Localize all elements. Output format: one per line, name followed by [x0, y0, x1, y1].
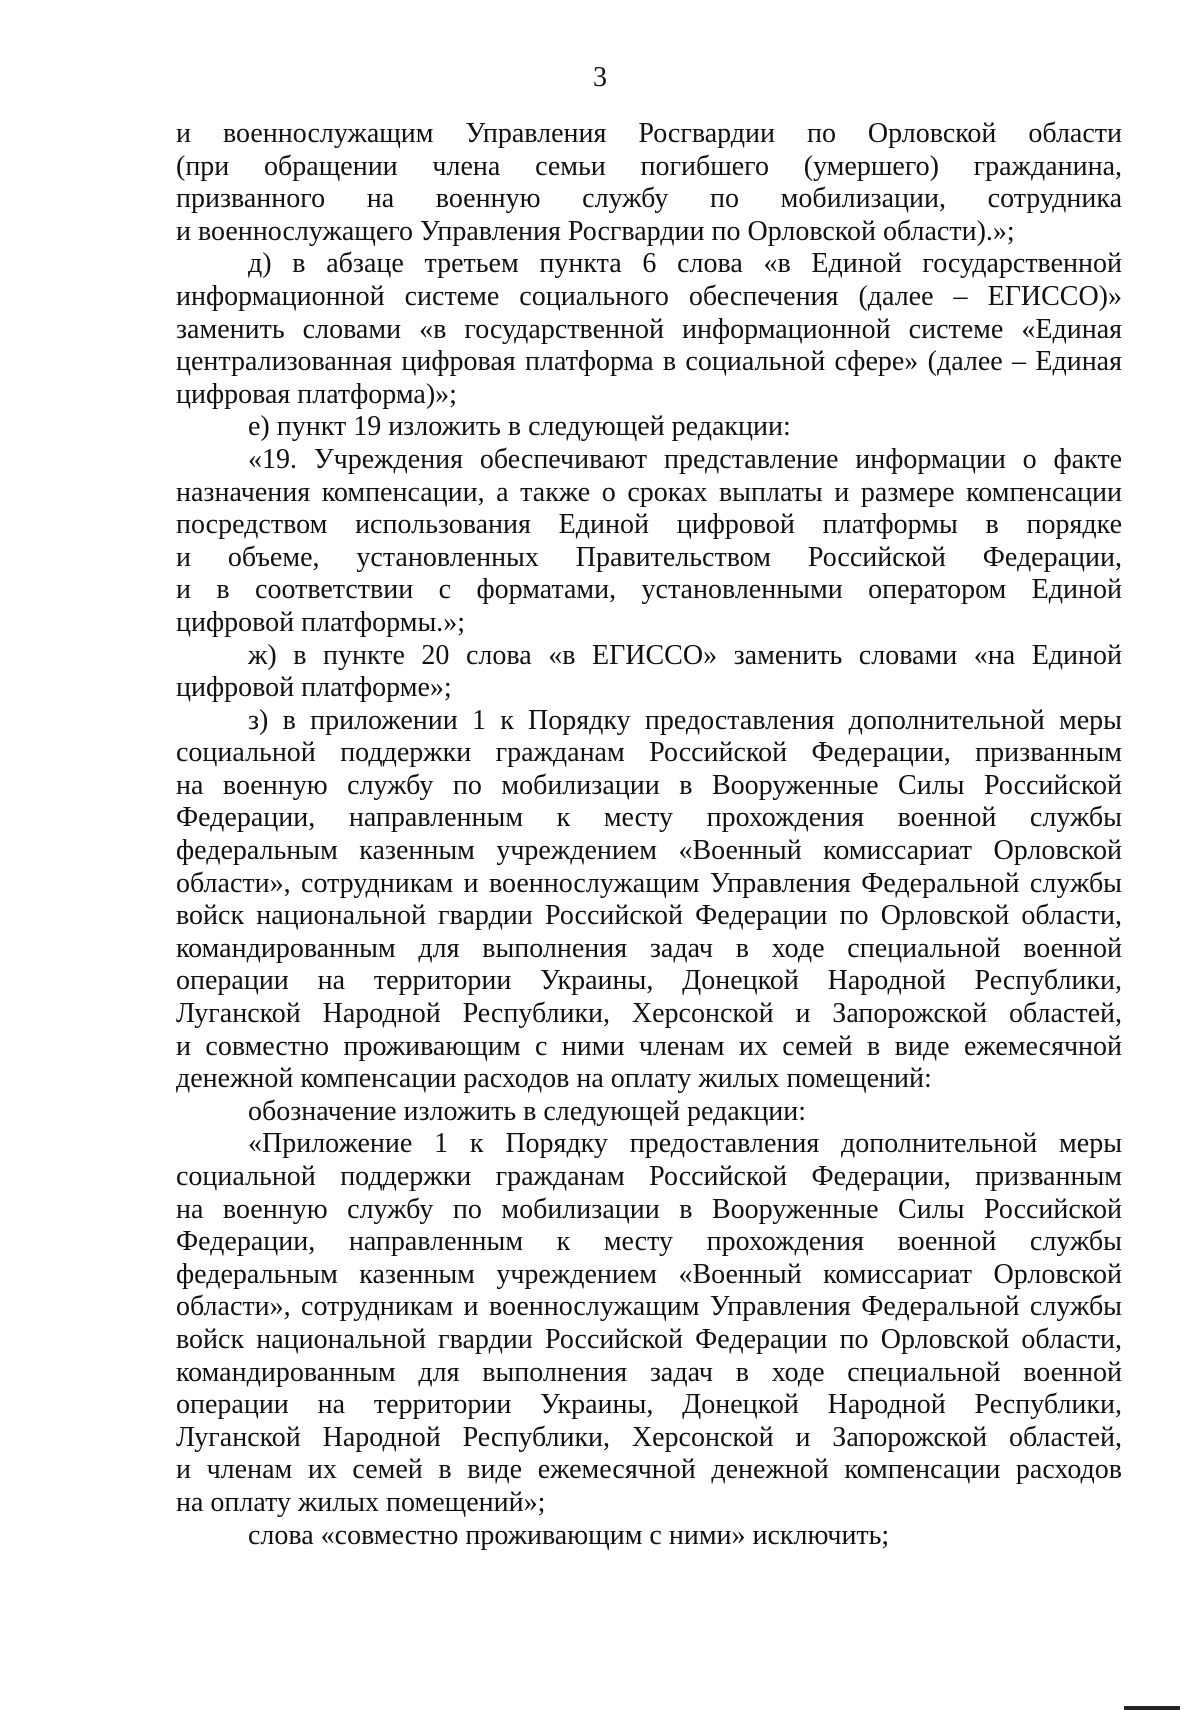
- text-line: федеральным казенным учреждением «Военный комиссариат Орловской: [176, 1258, 1122, 1290]
- text-line: на военную службу по мобилизации в Вооруженные Силы Российской: [176, 1193, 1122, 1225]
- paragraph-z-line: з) в приложении 1 к Порядку предоставления дополнительной меры: [248, 704, 1122, 736]
- text-line: назначения компенсации, а также о сроках выплаты и размере компенсации: [176, 476, 1122, 508]
- text-line: на военную службу по мобилизации в Вооруженные Силы Российской: [176, 769, 1122, 801]
- text-line: цифровой платформе»;: [176, 672, 452, 704]
- text-line: социальной поддержки гражданам Российской Федерации, призванным: [176, 1161, 1122, 1192]
- paragraph-d-line: д) в абзаце третьем пункта 6 слова «в Единой государственной: [248, 248, 1122, 280]
- text-line: на оплату жилых помещений»;: [176, 1486, 546, 1518]
- text-line: Луганской Народной Республики, Херсонской и Запорожской областей,: [176, 1421, 1122, 1453]
- text-line: федеральным казенным учреждением «Военный комиссариат Орловской: [176, 835, 1122, 867]
- text-line: Федерации, направленным к месту прохождения военной службы: [176, 1226, 1122, 1258]
- scan-edge-mark: [1124, 1706, 1180, 1710]
- quoted-appendix-line: «Приложение 1 к Порядку предоставления дополнительной меры: [248, 1128, 1122, 1160]
- page-number: 3: [593, 62, 607, 93]
- paragraph-zh-line: ж) в пункте 20 слова «в ЕГИССО» заменить словами «на Единой: [248, 639, 1122, 671]
- document-body: [176, 118, 1122, 1552]
- text-line: цифровой платформы.»;: [176, 606, 466, 638]
- designation-line: обозначение изложить в следующей редакции:: [248, 1095, 807, 1127]
- text-line: операции на территории Украины, Донецкой Народной Республики,: [176, 1389, 1122, 1421]
- text-line: социальной поддержки гражданам Российской Федерации, призванным: [176, 737, 1122, 769]
- text-line: Луганской Народной Республики, Херсонской и Запорожской областей,: [176, 998, 1122, 1030]
- text-line: заменить словами «в государственной информационной системе «Единая: [176, 313, 1122, 345]
- text-line: области», сотрудникам и военнослужащим Управления Федеральной службы: [176, 867, 1122, 899]
- text-line: и в соответствии с форматами, установленными оператором Единой: [176, 574, 1122, 606]
- text-line: командированным для выполнения задач в ходе специальной военной: [176, 932, 1122, 964]
- text-line: и совместно проживающим с ними членам их семей в виде ежемесячной: [176, 1030, 1122, 1062]
- text-line: области», сотрудникам и военнослужащим Управления Федеральной службы: [176, 1291, 1122, 1323]
- text-line: (при обращении члена семьи погибшего (умершего) гражданина,: [176, 150, 1122, 182]
- text-line: и объеме, установленных Правительством Российской Федерации,: [176, 541, 1122, 573]
- text-line: призванного на военную службу по мобилизации, сотрудника: [176, 183, 1122, 215]
- text-line: войск национальной гвардии Российской Федерации по Орловской области,: [176, 1323, 1122, 1355]
- text-line: централизованная цифровая платформа в социальной сфере» (далее – Единая: [176, 346, 1122, 378]
- text-line: посредством использования Единой цифровой платформы в порядке: [176, 509, 1122, 541]
- exclusion-line: слова «совместно проживающим с ними» исключить;: [248, 1519, 890, 1551]
- text-line: цифровая платформа)»;: [176, 378, 457, 410]
- text-line: командированным для выполнения задач в ходе специальной военной: [176, 1356, 1122, 1388]
- text-line: Федерации, направленным к месту прохождения военной службы: [176, 802, 1122, 834]
- paragraph-e-line: е) пункт 19 изложить в следующей редакции:: [248, 411, 791, 443]
- text-line: и членам их семей в виде ежемесячной денежной компенсации расходов: [176, 1454, 1122, 1486]
- text-line: войск национальной гвардии Российской Федерации по Орловской области,: [176, 900, 1122, 932]
- text-line: денежной компенсации расходов на оплату жилых помещений:: [176, 1063, 932, 1095]
- quoted-point-19-line: «19. Учреждения обеспечивают представление информации о факте: [248, 443, 1122, 475]
- text-line: и военнослужащего Управления Росгвардии по Орловской области).»;: [176, 215, 1015, 247]
- text-line: и военнослужащим Управления Росгвардии по Орловской области: [176, 118, 1122, 149]
- text-line: информационной системе социального обеспечения (далее – ЕГИССО)»: [176, 280, 1122, 312]
- text-line: операции на территории Украины, Донецкой Народной Республики,: [176, 965, 1122, 997]
